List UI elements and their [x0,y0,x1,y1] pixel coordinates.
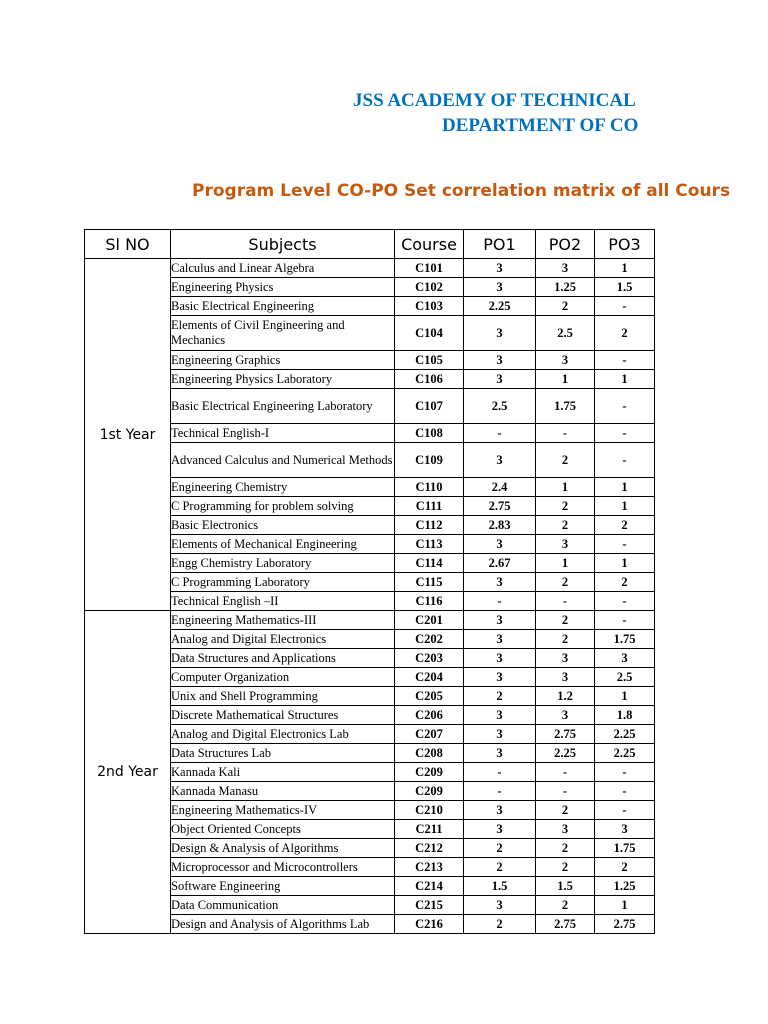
po2-cell: 1.2 [536,687,595,706]
col-header-po1: PO1 [464,230,536,259]
po3-cell: 1 [595,478,655,497]
matrix-subtitle: Program Level CO-PO Set correlation matrix of all Cours [192,181,731,201]
course-code-cell: C202 [395,630,464,649]
subject-cell: Basic Electronics [171,516,395,535]
subject-cell: Software Engineering [171,877,395,896]
subject-cell: C Programming for problem solving [171,497,395,516]
course-code-cell: C110 [395,478,464,497]
po3-cell: 1 [595,370,655,389]
po2-cell: 3 [536,535,595,554]
col-header-po2: PO2 [536,230,595,259]
course-code-cell: C201 [395,611,464,630]
po1-cell: 3 [464,801,536,820]
col-header-sl-no: Sl NO [85,230,171,259]
po3-cell: 1.5 [595,278,655,297]
table-row [85,668,655,687]
po1-cell: 3 [464,744,536,763]
po1-cell: - [464,424,536,443]
course-code-cell: C106 [395,370,464,389]
po2-cell: 2 [536,573,595,592]
course-code-cell: C103 [395,297,464,316]
po3-cell: - [595,351,655,370]
institution-title: JSS ACADEMY OF TECHNICAL [353,90,636,111]
course-code-cell: C101 [395,259,464,278]
table-row [85,915,655,934]
subject-cell: Engineering Mathematics-IV [171,801,395,820]
po2-cell: 2.75 [536,725,595,744]
po1-cell: 3 [464,316,536,351]
po3-cell: 2.25 [595,725,655,744]
subject-cell: Technical English –II [171,592,395,611]
year-label: 2nd Year [85,611,171,934]
po1-cell: 3 [464,278,536,297]
po2-cell: 3 [536,820,595,839]
po1-cell: 3 [464,668,536,687]
table-row [85,782,655,801]
course-code-cell: C209 [395,763,464,782]
po3-cell: 2 [595,573,655,592]
po3-cell: - [595,443,655,478]
po3-cell: - [595,763,655,782]
subject-cell: Data Structures and Applications [171,649,395,668]
po3-cell: 2.75 [595,915,655,934]
course-code-cell: C214 [395,877,464,896]
po1-cell: 2.75 [464,497,536,516]
po2-cell: 2 [536,896,595,915]
subject-cell: Kannada Manasu [171,782,395,801]
course-code-cell: C211 [395,820,464,839]
po2-cell: 2 [536,297,595,316]
po1-cell: 3 [464,820,536,839]
table-row [85,877,655,896]
po2-cell: 2.75 [536,915,595,934]
subject-cell: Engg Chemistry Laboratory [171,554,395,573]
po2-cell: 1 [536,554,595,573]
subject-cell: Data Structures Lab [171,744,395,763]
subject-cell: Unix and Shell Programming [171,687,395,706]
course-code-cell: C104 [395,316,464,351]
course-code-cell: C108 [395,424,464,443]
po2-cell: 3 [536,351,595,370]
po3-cell: - [595,801,655,820]
po3-cell: 2 [595,858,655,877]
table-row [85,443,655,478]
co-po-matrix-table [84,229,655,934]
table-row [85,497,655,516]
table-row [85,706,655,725]
table-row [85,554,655,573]
course-code-cell: C114 [395,554,464,573]
table-row [85,535,655,554]
po1-cell: 2.4 [464,478,536,497]
table-row [85,687,655,706]
po1-cell: 2.67 [464,554,536,573]
po1-cell: 3 [464,611,536,630]
po2-cell: 3 [536,259,595,278]
po2-cell: 2 [536,630,595,649]
course-code-cell: C107 [395,389,464,424]
course-code-cell: C203 [395,649,464,668]
subject-cell: Discrete Mathematical Structures [171,706,395,725]
course-code-cell: C208 [395,744,464,763]
subject-cell: Design & Analysis of Algorithms [171,839,395,858]
subject-cell: Data Communication [171,896,395,915]
po3-cell: - [595,782,655,801]
po1-cell: 3 [464,370,536,389]
po1-cell: - [464,782,536,801]
subject-cell: Kannada Kali [171,763,395,782]
course-code-cell: C206 [395,706,464,725]
table-row [85,351,655,370]
po2-cell: - [536,763,595,782]
po3-cell: 1 [595,896,655,915]
po2-cell: 2 [536,497,595,516]
subject-cell: Engineering Chemistry [171,478,395,497]
table-row [85,478,655,497]
po2-cell: 2 [536,858,595,877]
course-code-cell: C109 [395,443,464,478]
po3-cell: 1 [595,497,655,516]
subject-cell: Analog and Digital Electronics [171,630,395,649]
po3-cell: 1.25 [595,877,655,896]
po1-cell: 2.83 [464,516,536,535]
po1-cell: 3 [464,259,536,278]
po2-cell: 3 [536,706,595,725]
po2-cell: 2.25 [536,744,595,763]
po2-cell: 3 [536,649,595,668]
subject-cell: Elements of Mechanical Engineering [171,535,395,554]
po3-cell: - [595,535,655,554]
po3-cell: 2 [595,516,655,535]
po2-cell: 2 [536,801,595,820]
po3-cell: 3 [595,649,655,668]
subject-cell: Analog and Digital Electronics Lab [171,725,395,744]
po1-cell: 1.5 [464,877,536,896]
course-code-cell: C205 [395,687,464,706]
po1-cell: 3 [464,630,536,649]
po2-cell: 2 [536,839,595,858]
course-code-cell: C215 [395,896,464,915]
subject-cell: Basic Electrical Engineering [171,297,395,316]
po3-cell: 2 [595,316,655,351]
table-row [85,611,655,630]
po3-cell: 1 [595,259,655,278]
po2-cell: 2 [536,516,595,535]
po2-cell: 1 [536,478,595,497]
table-row [85,725,655,744]
po2-cell: 1.75 [536,389,595,424]
course-code-cell: C207 [395,725,464,744]
po1-cell: 2.5 [464,389,536,424]
subject-cell: Advanced Calculus and Numerical Methods [171,443,395,478]
table-row [85,259,655,278]
subject-cell: Engineering Mathematics-III [171,611,395,630]
subject-cell: Technical English-I [171,424,395,443]
table-row [85,297,655,316]
department-title: DEPARTMENT OF CO [442,115,639,136]
course-code-cell: C213 [395,858,464,877]
table-row [85,516,655,535]
table-row [85,316,655,351]
course-code-cell: C113 [395,535,464,554]
subject-cell: Engineering Physics [171,278,395,297]
po1-cell: 3 [464,896,536,915]
table-row [85,630,655,649]
po1-cell: 2 [464,858,536,877]
po3-cell: - [595,592,655,611]
po1-cell: 2.25 [464,297,536,316]
table-row [85,573,655,592]
col-header-po3: PO3 [595,230,655,259]
course-code-cell: C102 [395,278,464,297]
po1-cell: 3 [464,706,536,725]
table-row [85,839,655,858]
course-code-cell: C210 [395,801,464,820]
po3-cell: - [595,611,655,630]
matrix-body [85,259,655,934]
po1-cell: 3 [464,351,536,370]
course-code-cell: C209 [395,782,464,801]
table-row [85,858,655,877]
po3-cell: 3 [595,820,655,839]
po2-cell: 2 [536,443,595,478]
header-row [85,230,655,259]
po3-cell: 1.75 [595,630,655,649]
po3-cell: - [595,297,655,316]
po2-cell: 1 [536,370,595,389]
po1-cell: 2 [464,687,536,706]
table-row [85,801,655,820]
po3-cell: 2.25 [595,744,655,763]
po2-cell: 3 [536,668,595,687]
subject-cell: Computer Organization [171,668,395,687]
table-row [85,763,655,782]
subject-cell: Basic Electrical Engineering Laboratory [171,389,395,424]
po3-cell: - [595,389,655,424]
po2-cell: 1.5 [536,877,595,896]
subject-cell: Engineering Physics Laboratory [171,370,395,389]
po3-cell: 2.5 [595,668,655,687]
subject-cell: Engineering Graphics [171,351,395,370]
course-code-cell: C212 [395,839,464,858]
po2-cell: - [536,782,595,801]
table-row [85,278,655,297]
table-row [85,820,655,839]
po2-cell: 2.5 [536,316,595,351]
po2-cell: - [536,592,595,611]
col-header-subjects: Subjects [171,230,395,259]
po3-cell: 1.75 [595,839,655,858]
po3-cell: 1.8 [595,706,655,725]
po2-cell: - [536,424,595,443]
table-row [85,592,655,611]
po3-cell: - [595,424,655,443]
course-code-cell: C105 [395,351,464,370]
po1-cell: 3 [464,535,536,554]
po1-cell: 3 [464,443,536,478]
course-code-cell: C111 [395,497,464,516]
table-row [85,389,655,424]
year-label: 1st Year [85,259,171,611]
po2-cell: 1.25 [536,278,595,297]
subject-cell: Elements of Civil Engineering and Mechanics [171,316,395,351]
subject-cell: Microprocessor and Microcontrollers [171,858,395,877]
col-header-course: Course [395,230,464,259]
po1-cell: 3 [464,573,536,592]
po1-cell: - [464,592,536,611]
po3-cell: 1 [595,554,655,573]
course-code-cell: C116 [395,592,464,611]
po1-cell: 3 [464,649,536,668]
table-row [85,424,655,443]
table-row [85,896,655,915]
subject-cell: Design and Analysis of Algorithms Lab [171,915,395,934]
table-row [85,370,655,389]
po1-cell: 2 [464,915,536,934]
subject-cell: C Programming Laboratory [171,573,395,592]
course-code-cell: C216 [395,915,464,934]
po1-cell: 2 [464,839,536,858]
course-code-cell: C112 [395,516,464,535]
po2-cell: 2 [536,611,595,630]
po1-cell: 3 [464,725,536,744]
subject-cell: Calculus and Linear Algebra [171,259,395,278]
table-row [85,649,655,668]
table-row [85,744,655,763]
subject-cell: Object Oriented Concepts [171,820,395,839]
course-code-cell: C115 [395,573,464,592]
po1-cell: - [464,763,536,782]
course-code-cell: C204 [395,668,464,687]
po3-cell: 1 [595,687,655,706]
